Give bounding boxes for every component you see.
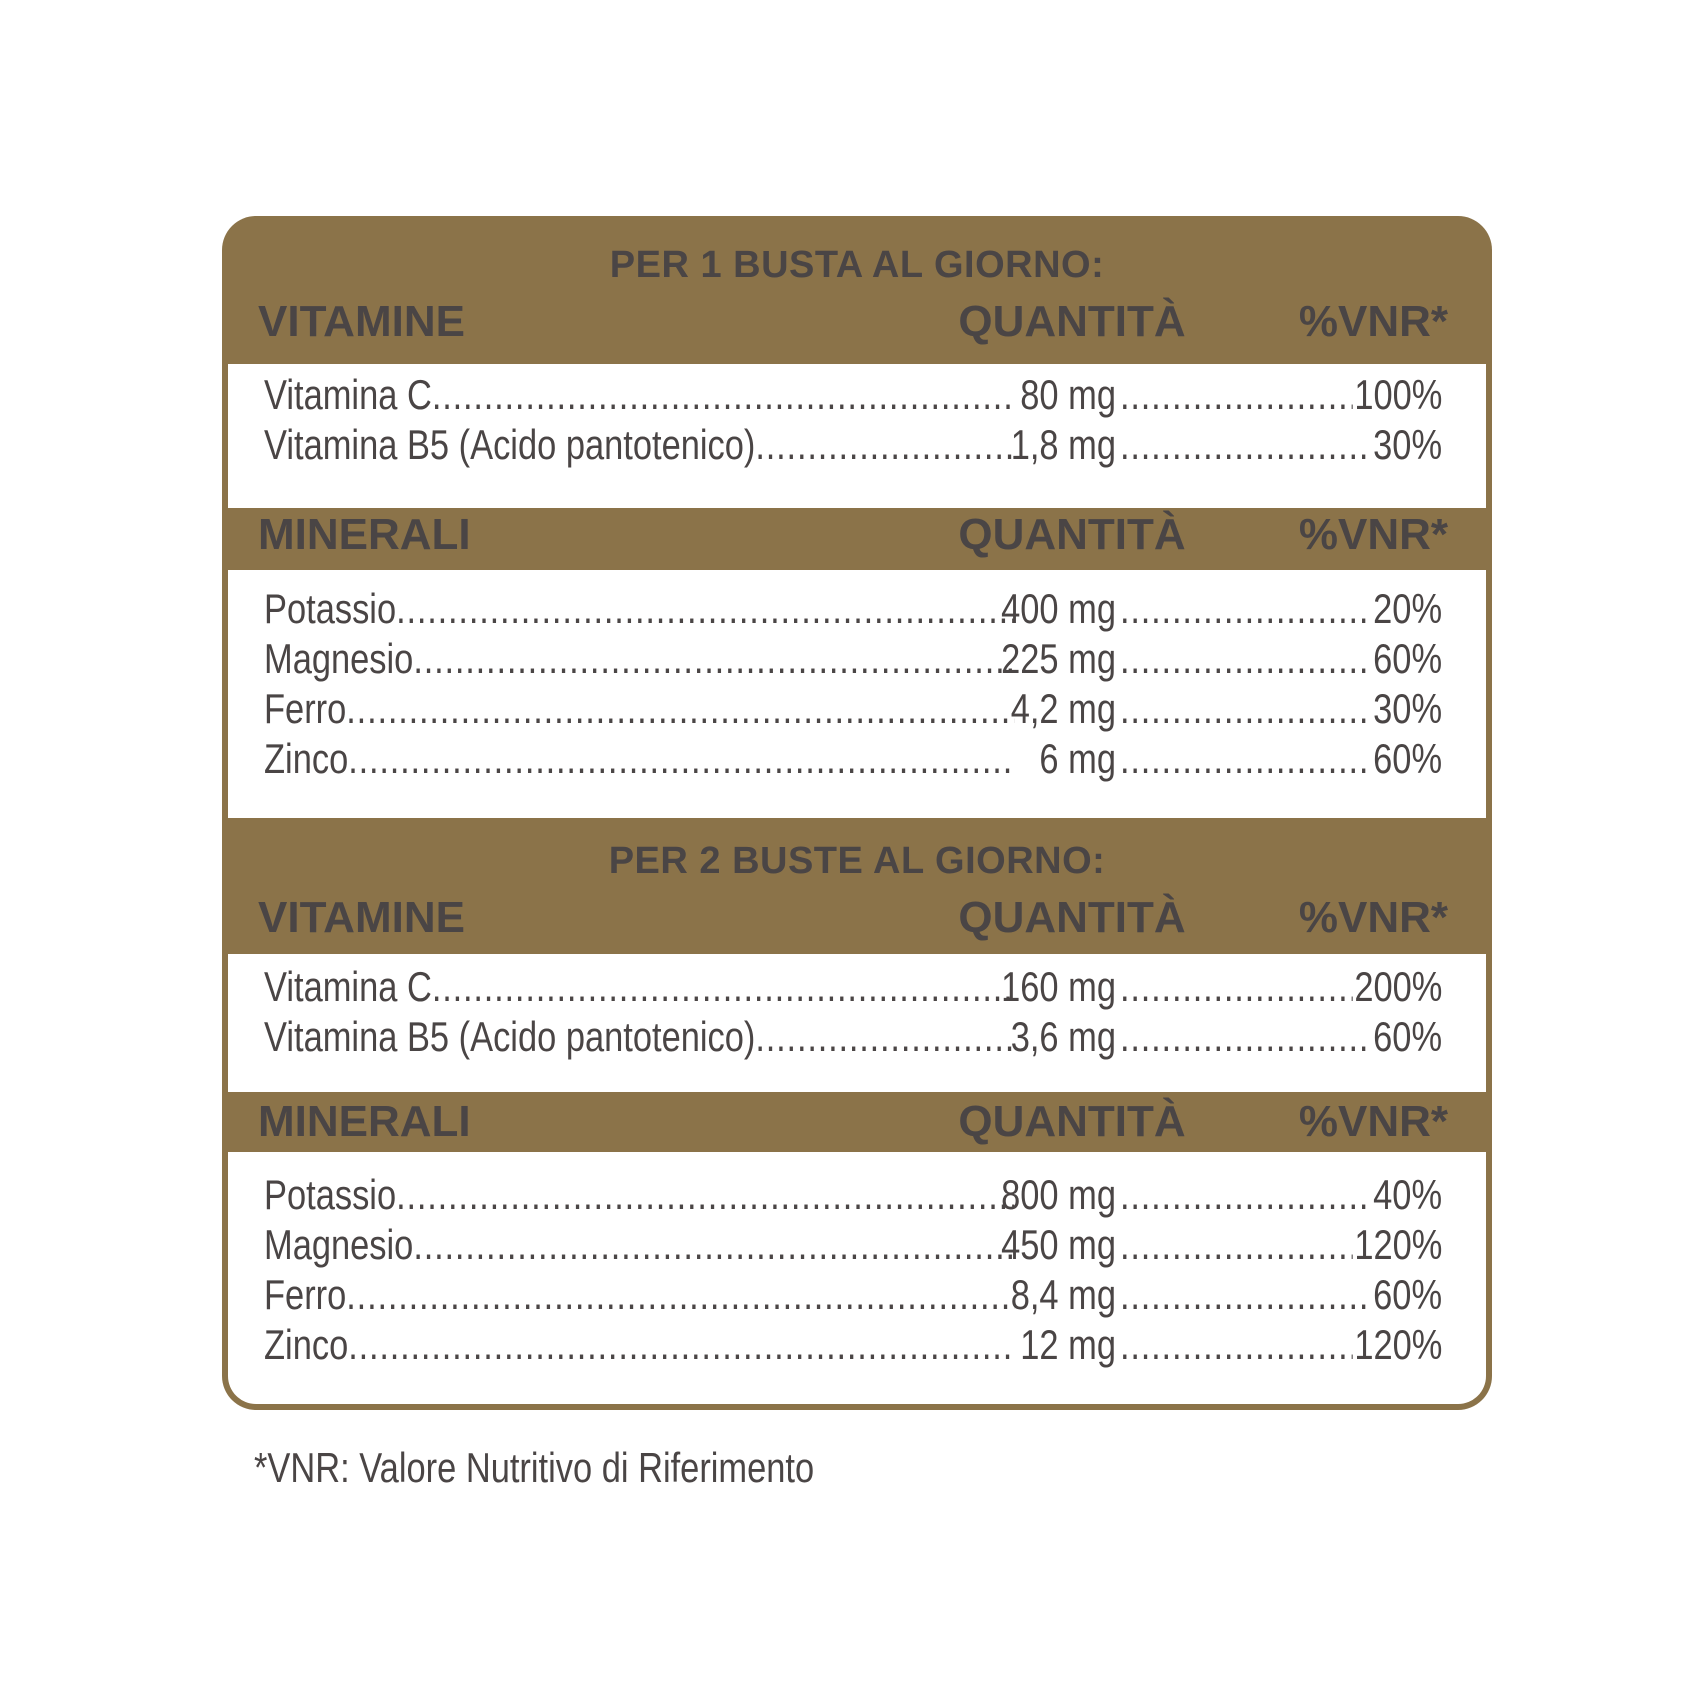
nutrient-name: Potassio (264, 1171, 397, 1218)
nutrient-qty: 12 mg (1020, 1321, 1116, 1368)
header-qty: QUANTITÀ (958, 1097, 1186, 1146)
nutrition-table (222, 216, 1492, 1410)
header-pct: %VNR* (1298, 297, 1448, 346)
vitamine-body-2 (228, 954, 1486, 1092)
table-row (264, 1220, 1442, 1270)
vitamine-header-2 (222, 893, 1492, 942)
nutrient-pct: 60% (1373, 1013, 1442, 1060)
nutrient-name: Magnesio (264, 635, 414, 682)
section-title-2: PER 2 BUSTE AL GIORNO: (608, 840, 1106, 882)
nutrient-qty: 8,4 mg (1010, 1271, 1116, 1318)
table-row (264, 684, 1442, 734)
nutrient-qty: 160 mg (1001, 963, 1116, 1010)
header-name: MINERALI (258, 1097, 471, 1146)
nutrient-name: Zinco (264, 735, 349, 782)
header-pct: %VNR* (1298, 893, 1448, 942)
header-name: VITAMINE (258, 893, 465, 942)
nutrient-qty: 225 mg (1001, 635, 1116, 682)
minerali-header-2 (222, 1097, 1492, 1146)
nutrient-pct: 120% (1353, 1221, 1442, 1268)
nutrient-qty: 6 mg (1039, 735, 1116, 782)
nutrient-qty: 450 mg (1001, 1221, 1116, 1268)
nutrient-pct: 100% (1353, 371, 1442, 418)
nutrient-name: Vitamina B5 (Acido pantotenico) (264, 421, 756, 468)
nutrient-pct: 120% (1353, 1321, 1442, 1368)
nutrient-name: Magnesio (264, 1221, 414, 1268)
minerali-body-1 (228, 570, 1486, 818)
header-name: VITAMINE (258, 297, 465, 346)
nutrient-pct: 20% (1373, 585, 1442, 632)
table-row (264, 634, 1442, 684)
nutrient-pct: 40% (1373, 1171, 1442, 1218)
header-qty: QUANTITÀ (958, 893, 1186, 942)
nutrient-name: Ferro (264, 1271, 347, 1318)
table-row (264, 1270, 1442, 1320)
header-name: MINERALI (258, 510, 471, 559)
nutrient-name: Ferro (264, 685, 347, 732)
minerali-header-1 (222, 510, 1492, 559)
table-row (264, 734, 1442, 784)
nutrient-pct: 60% (1373, 635, 1442, 682)
table-row (264, 1320, 1442, 1370)
table-row (264, 1012, 1442, 1062)
nutrient-qty: 400 mg (1001, 585, 1116, 632)
nutrient-qty: 80 mg (1020, 371, 1116, 418)
header-pct: %VNR* (1298, 1097, 1448, 1146)
table-row (264, 962, 1442, 1012)
table-row (264, 370, 1442, 420)
nutrient-qty: 4,2 mg (1010, 685, 1116, 732)
nutrient-pct: 60% (1373, 1271, 1442, 1318)
nutrient-qty: 1,8 mg (1010, 421, 1116, 468)
minerali-body-2 (228, 1152, 1486, 1404)
header-qty: QUANTITÀ (958, 297, 1186, 346)
nutrient-pct: 60% (1373, 735, 1442, 782)
nutrient-qty: 3,6 mg (1010, 1013, 1116, 1060)
header-qty: QUANTITÀ (958, 510, 1186, 559)
vitamine-body-1 (228, 364, 1486, 508)
vitamine-header-1 (222, 297, 1492, 346)
nutrient-pct: 30% (1373, 421, 1442, 468)
nutrient-name: Potassio (264, 585, 397, 632)
nutrient-name: Zinco (264, 1321, 349, 1368)
nutrient-name: Vitamina C (264, 963, 432, 1010)
nutrient-pct: 200% (1353, 963, 1442, 1010)
nutrient-name: Vitamina B5 (Acido pantotenico) (264, 1013, 756, 1060)
nutrient-pct: 30% (1373, 685, 1442, 732)
table-row (264, 420, 1442, 470)
table-row (264, 584, 1442, 634)
section-title-1: PER 1 BUSTA AL GIORNO: (609, 244, 1105, 286)
nutrient-name: Vitamina C (264, 371, 432, 418)
table-row (264, 1170, 1442, 1220)
header-pct: %VNR* (1298, 510, 1448, 559)
nutrient-qty: 800 mg (1001, 1171, 1116, 1218)
footnote: *VNR: Valore Nutritivo di Riferimento (254, 1444, 815, 1491)
